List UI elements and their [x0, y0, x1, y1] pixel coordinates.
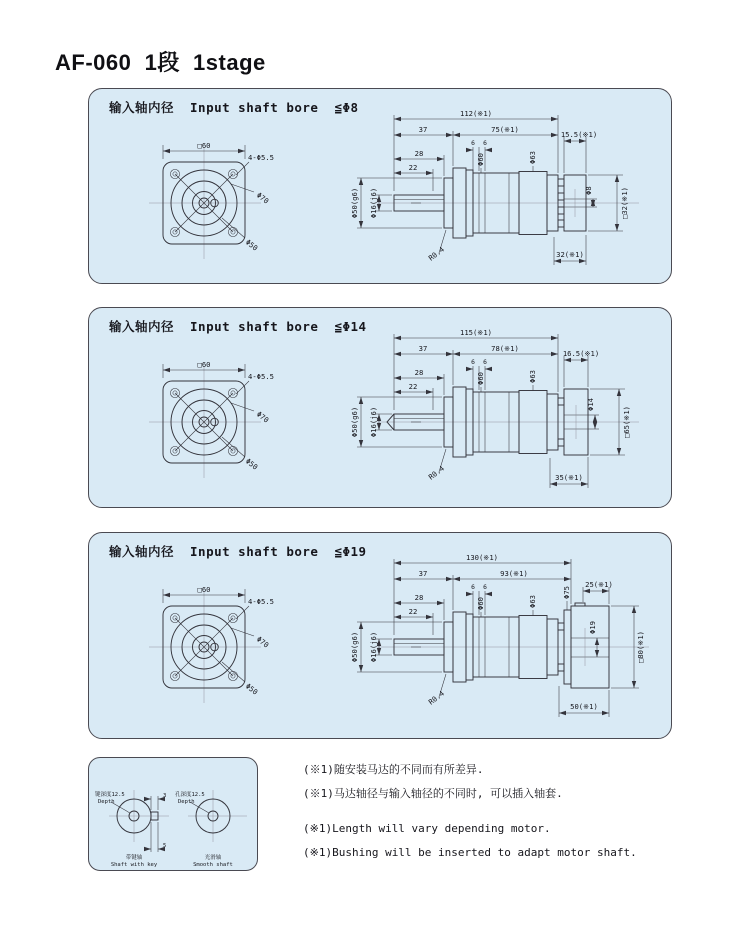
- shaft-type-label-cn: 带键轴: [125, 855, 143, 861]
- side-view: [350, 109, 639, 265]
- dim-motor-length: 15.5(※1): [560, 130, 598, 139]
- panel-input-bore-14: [88, 307, 672, 508]
- dim-motor-flange: Φ75: [562, 586, 571, 599]
- depth-label-en: Depth: [178, 799, 195, 805]
- dim-key-length: 22: [408, 163, 418, 172]
- dim-motor-bore: Φ8: [584, 186, 593, 195]
- dim-insert-length: 50(※1): [570, 702, 598, 711]
- panel-header: [109, 542, 383, 560]
- dim-body-d2: Φ63: [528, 595, 537, 608]
- dim-gap-b: 6: [483, 359, 487, 366]
- dim-motor-length: 25(※1): [585, 580, 613, 589]
- front-view: [149, 360, 274, 478]
- panel-input-bore-19: [88, 532, 672, 739]
- shaft-type-box: [88, 757, 258, 871]
- dim-seg-left: 37: [418, 125, 428, 134]
- side-view: [350, 328, 639, 488]
- dim-body-d1: Φ60: [476, 372, 485, 385]
- dim-shaft-length: 28: [414, 593, 424, 602]
- panel-header: [109, 317, 383, 335]
- dim-key-width: 3: [163, 793, 167, 799]
- dim-motor-square: □80(※1): [636, 631, 645, 663]
- depth-label-cn: 孔深度12.5: [175, 792, 205, 798]
- dim-body-d1: Φ60: [476, 153, 485, 166]
- dim-shaft-d: Φ16(j6): [369, 406, 378, 438]
- note-en-1: (※1)Length will vary depending motor.: [303, 822, 551, 835]
- technical-drawing-bore-14: [89, 308, 673, 509]
- dim-seg-left: 37: [418, 344, 428, 353]
- depth-label-en: Depth: [98, 799, 115, 805]
- technical-drawing-bore-19: [89, 533, 673, 740]
- panel-input-bore-8: [88, 88, 672, 284]
- depth-label-cn: 键深度12.5: [95, 792, 125, 798]
- dim-gap-b: 6: [483, 140, 487, 147]
- shaft-with-key-diagram: [95, 790, 169, 868]
- dim-boss-circle: Φ50: [243, 456, 260, 472]
- dim-shaft-d: Φ16(j6): [369, 187, 378, 219]
- dim-total-length: 115(※1): [460, 328, 492, 337]
- dim-key-length: 22: [408, 607, 418, 616]
- dim-bolt-circle: Φ70: [254, 190, 271, 206]
- dim-bolt-circle: Φ70: [254, 409, 271, 425]
- note-cn-2: (※1)马达轴径与输入轴径的不同时, 可以插入轴套.: [303, 787, 563, 800]
- note-cn-1: (※1)随安装马达的不同而有所差异.: [303, 763, 484, 776]
- dim-flange-square: □60: [197, 360, 211, 369]
- dim-seg-right: 93(※1): [500, 569, 528, 578]
- dim-fillet: R0.4: [426, 688, 446, 707]
- dim-seg-right: 78(※1): [491, 344, 519, 353]
- panel-bore-limit: ≦Φ8: [334, 100, 359, 115]
- panel-bore-limit: ≦Φ14: [334, 319, 367, 334]
- dim-motor-bore: Φ19: [588, 621, 597, 634]
- technical-drawing-bore-8: [89, 89, 673, 285]
- dim-motor-square: □32(※1): [620, 187, 629, 219]
- dim-boss-circle: Φ50: [243, 237, 260, 253]
- dim-fillet: R0.4: [426, 244, 446, 263]
- panel-bore-limit: ≦Φ19: [334, 544, 367, 559]
- panel-header-en: Input shaft bore: [190, 544, 319, 559]
- panel-header-cn: 输入轴内径: [109, 100, 175, 115]
- front-view: [149, 141, 274, 259]
- dim-boss-circle: Φ50: [243, 681, 260, 697]
- side-view: [350, 553, 649, 717]
- dim-shaft-length: 28: [414, 149, 424, 158]
- panel-header: [109, 98, 375, 116]
- dim-pilot: Φ50(g6): [350, 631, 359, 663]
- dim-gap-a: 6: [471, 584, 475, 591]
- dim-seg-right: 75(※1): [491, 125, 519, 134]
- shaft-type-diagrams: [89, 758, 256, 869]
- note-en-2: (※1)Bushing will be inserted to adapt motor shaft.: [303, 846, 637, 859]
- page-title: AF-060 1段 1stage: [55, 50, 266, 75]
- dim-fillet: R0.4: [426, 463, 446, 482]
- shaft-type-label-cn: 光滑轴: [204, 855, 222, 861]
- dim-mount-holes: 4-Φ5.5: [248, 372, 274, 381]
- dim-insert-length: 32(※1): [556, 250, 584, 259]
- dim-gap-b: 6: [483, 584, 487, 591]
- dim-shaft-d: Φ16(j6): [369, 631, 378, 663]
- dim-pilot: Φ50(g6): [350, 187, 359, 219]
- smooth-shaft-diagram: [175, 790, 247, 868]
- dim-key-height: 5: [163, 843, 167, 849]
- dim-bolt-circle: Φ70: [254, 634, 271, 650]
- dim-total-length: 130(※1): [466, 553, 498, 562]
- dim-mount-holes: 4-Φ5.5: [248, 597, 274, 606]
- panel-header-cn: 输入轴内径: [109, 544, 175, 559]
- dim-motor-bore: Φ14: [586, 398, 595, 411]
- dim-body-d2: Φ63: [528, 151, 537, 164]
- dim-key-length: 22: [408, 382, 418, 391]
- front-view: [149, 585, 274, 703]
- dim-flange-square: □60: [197, 585, 211, 594]
- shaft-type-label-en: Smooth shaft: [193, 862, 233, 868]
- dim-gap-a: 6: [471, 359, 475, 366]
- dim-pilot: Φ50(g6): [350, 406, 359, 438]
- dim-mount-holes: 4-Φ5.5: [248, 153, 274, 162]
- dim-motor-length: 16.5(※1): [562, 349, 600, 358]
- dim-body-d1: Φ60: [476, 597, 485, 610]
- panel-header-cn: 输入轴内径: [109, 319, 175, 334]
- panel-header-en: Input shaft bore: [190, 319, 319, 334]
- dim-flange-square: □60: [197, 141, 211, 150]
- panel-header-en: Input shaft bore: [190, 100, 319, 115]
- dim-body-d2: Φ63: [528, 370, 537, 383]
- dim-total-length: 112(※1): [460, 109, 492, 118]
- shaft-type-label-en: Shaft with key: [110, 862, 158, 868]
- dim-gap-a: 6: [471, 140, 475, 147]
- dim-shaft-length: 28: [414, 368, 424, 377]
- dim-insert-length: 35(※1): [555, 473, 583, 482]
- dim-seg-left: 37: [418, 569, 428, 578]
- dim-motor-square: □65(※1): [622, 406, 631, 438]
